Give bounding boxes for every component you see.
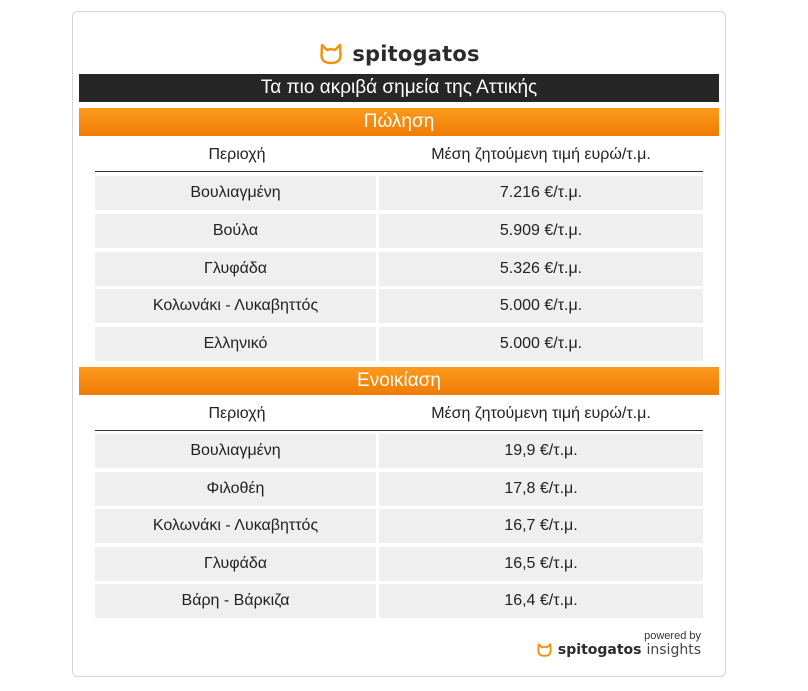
infographic-card	[72, 11, 726, 677]
area-cell: Κολωνάκι - Λυκαβηττός	[95, 509, 376, 543]
table-row	[95, 214, 703, 248]
price-cell: 19,9 €/τ.μ.	[379, 434, 703, 468]
table-row	[95, 176, 703, 210]
area-cell: Γλυφάδα	[95, 547, 376, 581]
table-header-sale	[95, 138, 703, 172]
price-cell: 5.000 €/τ.μ.	[379, 289, 703, 323]
area-cell: Βουλιαγμένη	[95, 434, 376, 468]
price-cell: 17,8 €/τ.μ.	[379, 472, 703, 506]
price-cell: 5.000 €/τ.μ.	[379, 327, 703, 361]
brand-name: spitogatos	[352, 42, 480, 66]
section-header-rent: Ενοικίαση	[79, 367, 719, 395]
brand-header	[73, 34, 725, 74]
table-row	[95, 472, 703, 506]
table-row	[95, 434, 703, 468]
table-row	[95, 584, 703, 618]
column-header-area: Περιοχή	[208, 404, 266, 422]
powered-by-label: powered by	[644, 630, 701, 642]
area-cell: Βάρη - Βάρκιζα	[95, 584, 376, 618]
price-cell: 16,4 €/τ.μ.	[379, 584, 703, 618]
area-cell: Γλυφάδα	[95, 252, 376, 286]
table-row	[95, 327, 703, 361]
price-cell: 16,7 €/τ.μ.	[379, 509, 703, 543]
area-cell: Φιλοθέη	[95, 472, 376, 506]
table-row	[95, 289, 703, 323]
section-header-sale: Πώληση	[79, 108, 719, 136]
price-cell: 5.326 €/τ.μ.	[379, 252, 703, 286]
table-row	[95, 547, 703, 581]
page-title: Τα πιο ακριβά σημεία της Αττικής	[79, 74, 719, 102]
area-cell: Ελληνικό	[95, 327, 376, 361]
footer-brand-name: spitogatos	[557, 642, 642, 658]
cat-head-icon	[536, 642, 553, 658]
area-cell: Κολωνάκι - Λυκαβηττός	[95, 289, 376, 323]
area-cell: Βουλιαγμένη	[95, 176, 376, 210]
table-row	[95, 509, 703, 543]
footer-brand-suffix: insights	[646, 642, 701, 658]
price-cell: 7.216 €/τ.μ.	[379, 176, 703, 210]
column-header-area: Περιοχή	[208, 145, 266, 163]
area-cell: Βούλα	[95, 214, 376, 248]
table-row	[95, 252, 703, 286]
column-header-price: Μέση ζητούμενη τιμή ευρώ/τ.μ.	[431, 145, 651, 163]
cat-head-icon	[318, 42, 344, 66]
footer-brand	[536, 642, 701, 658]
price-cell: 16,5 €/τ.μ.	[379, 547, 703, 581]
column-header-price: Μέση ζητούμενη τιμή ευρώ/τ.μ.	[431, 404, 651, 422]
table-header-rent	[95, 397, 703, 431]
price-cell: 5.909 €/τ.μ.	[379, 214, 703, 248]
